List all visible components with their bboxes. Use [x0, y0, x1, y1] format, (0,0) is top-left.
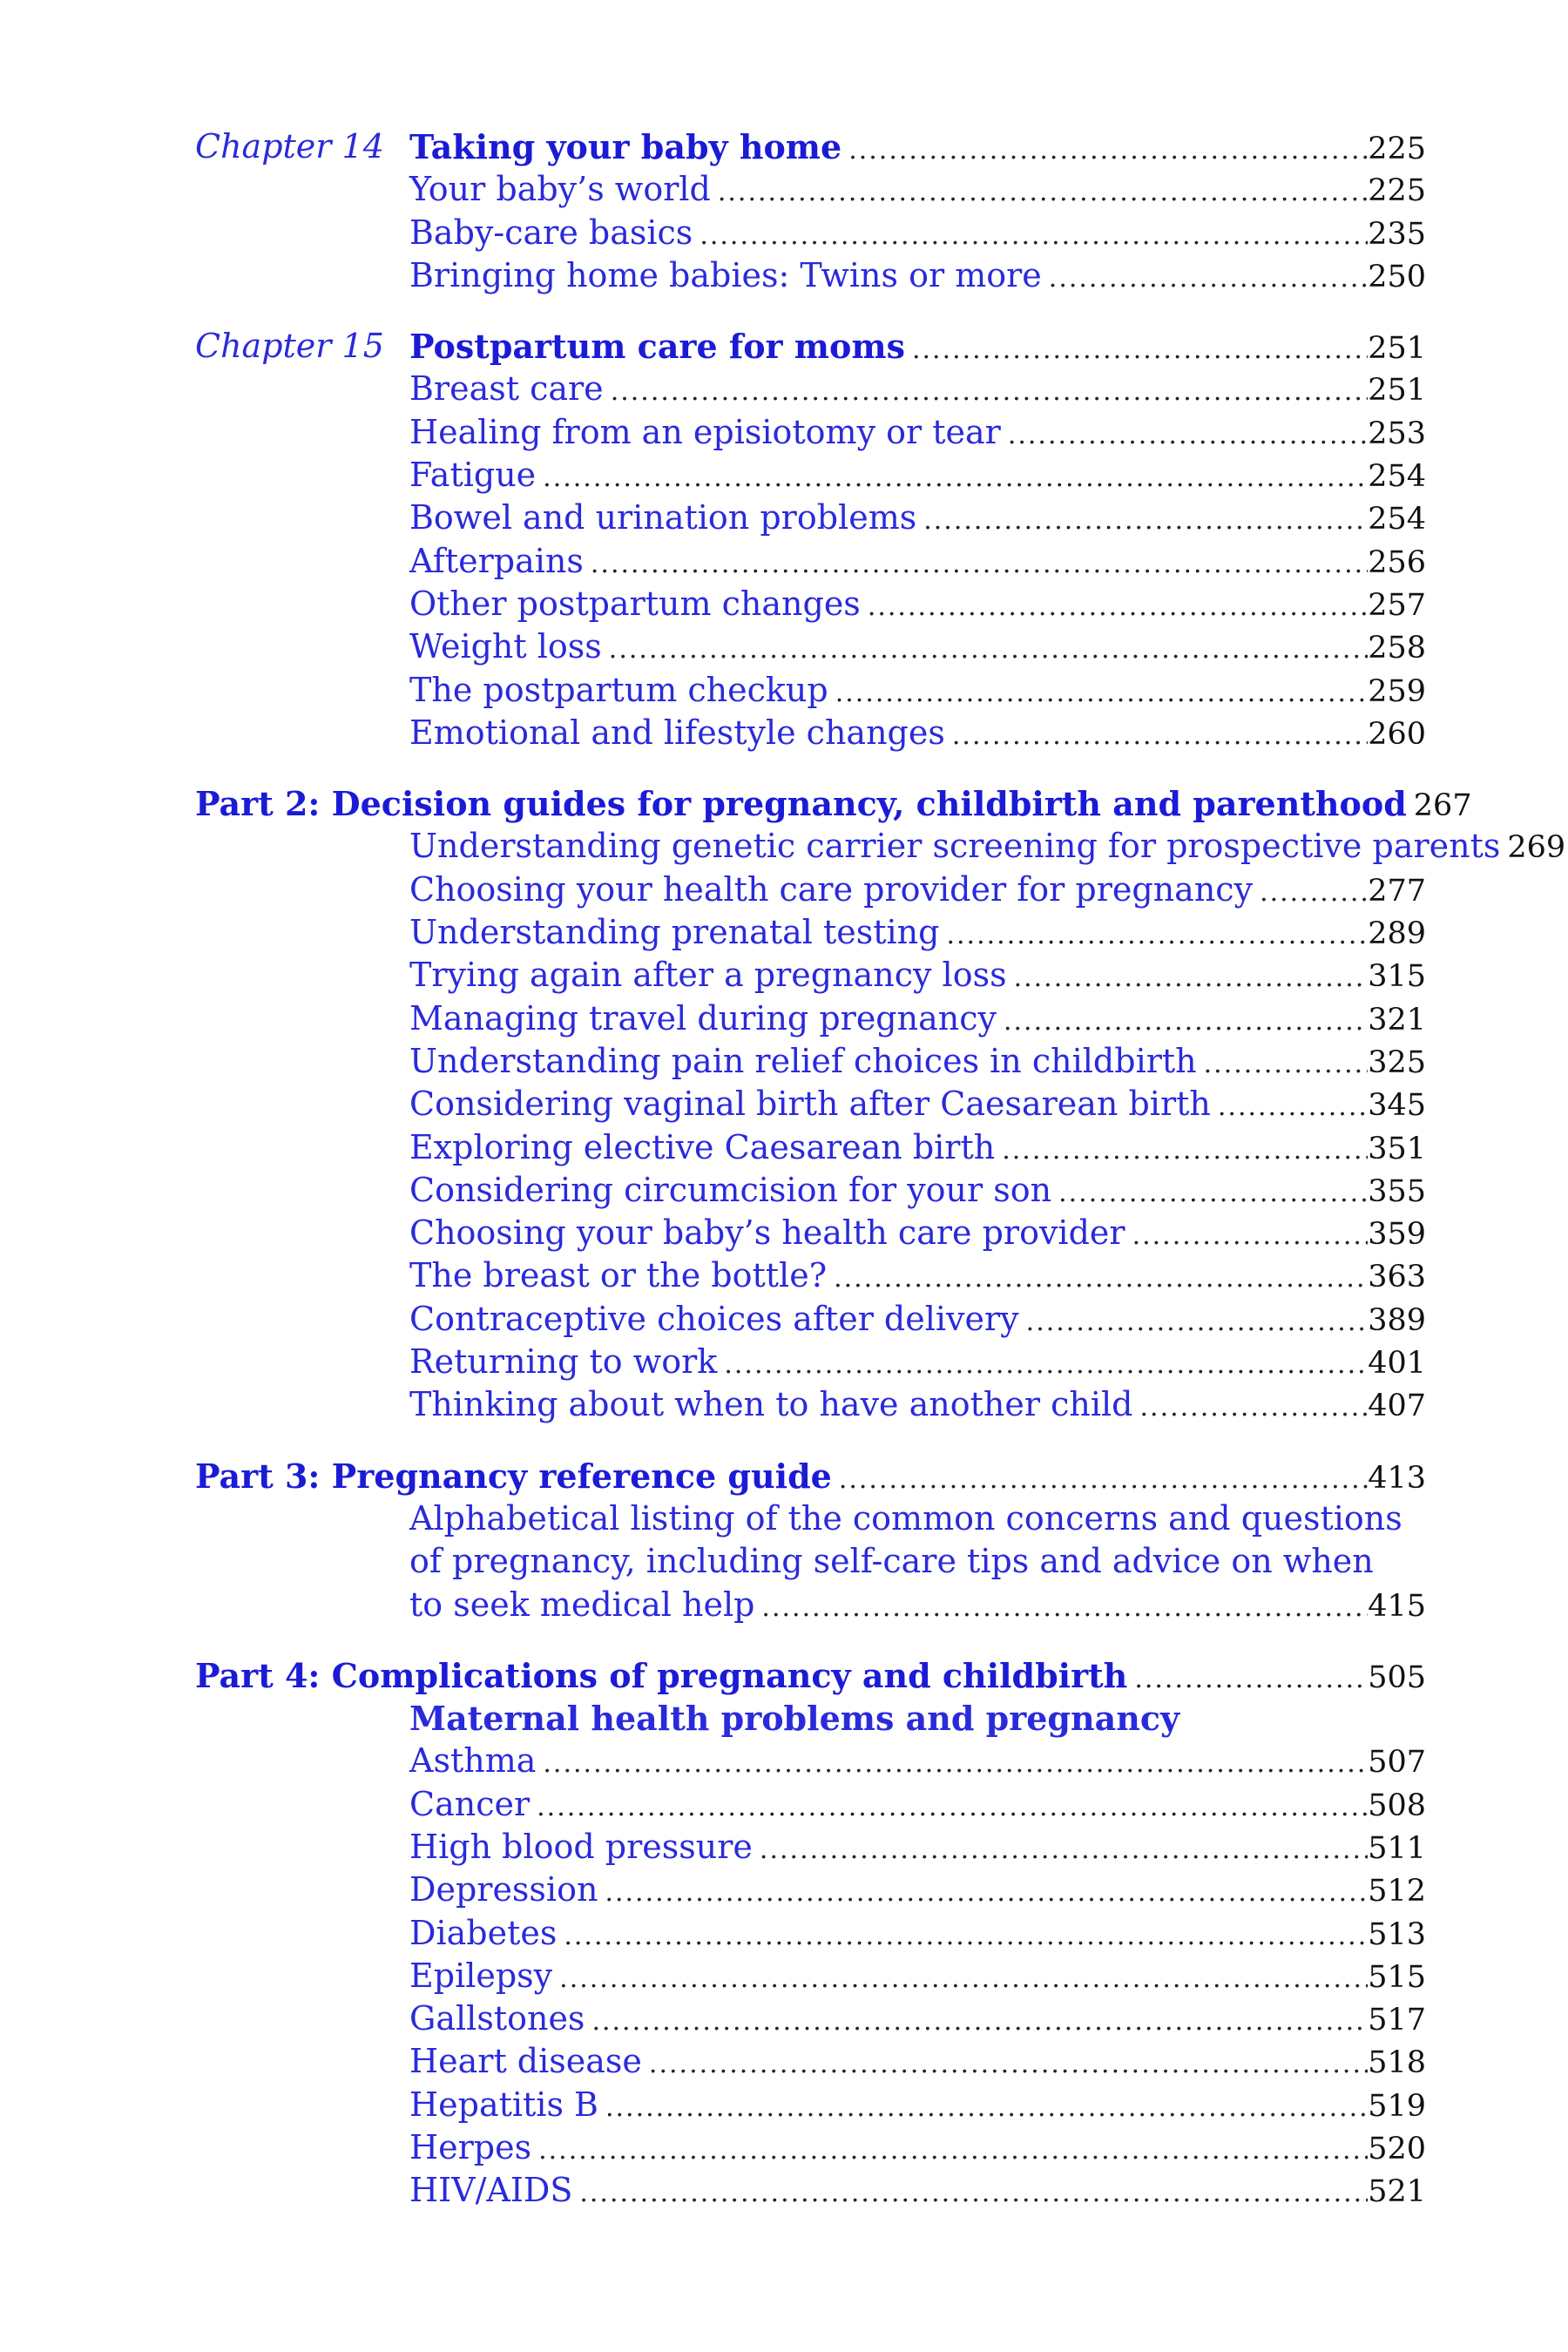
dot-leader	[912, 328, 1368, 371]
toc-entry-row	[0, 2169, 1568, 2212]
toc-entry-row	[0, 1869, 1568, 1911]
description-line-row	[0, 1540, 1568, 1583]
chapter-entry	[409, 125, 1426, 172]
toc-entry-row	[0, 1783, 1568, 1826]
entry-title[interactable]: High blood pressure	[409, 1826, 760, 1869]
entry-title[interactable]: Bringing home babies: Twins or more	[409, 254, 1049, 297]
dot-leader	[923, 499, 1368, 542]
toc-entry-row	[0, 2126, 1568, 2169]
entry-title[interactable]: Considering vaginal birth after Caesarean birth	[409, 1083, 1218, 1125]
dot-leader	[543, 1742, 1368, 1785]
dot-leader	[537, 1786, 1368, 1828]
toc-entry-row	[0, 497, 1568, 539]
page-number: 521	[1368, 2174, 1426, 2210]
part-entry	[195, 1455, 1426, 1501]
toc-entry	[409, 625, 1426, 671]
toc-entry-row	[0, 1254, 1568, 1297]
entry-title[interactable]: Contraceptive choices after delivery	[409, 1298, 1026, 1341]
part-entry	[195, 782, 1472, 828]
entry-title[interactable]: Considering circumcision for your son	[409, 1169, 1058, 1212]
page-number: 515	[1368, 1959, 1426, 1995]
chapter-title[interactable]: Taking your baby home	[409, 125, 848, 168]
toc-entry-row	[0, 2040, 1568, 2083]
dot-leader	[1026, 1301, 1369, 1343]
part-heading-row	[0, 1654, 1568, 1697]
dot-leader	[559, 1957, 1368, 2000]
toc-entry	[409, 1169, 1426, 1214]
page-number: 253	[1368, 416, 1426, 451]
toc-entry	[409, 1997, 1426, 2043]
toc-entry	[409, 825, 1566, 870]
dot-leader	[605, 1871, 1368, 1914]
page-number: 407	[1368, 1389, 1426, 1424]
toc-entry-row	[0, 868, 1568, 911]
toc-entry-row	[0, 540, 1568, 583]
page-number: 250	[1368, 259, 1426, 294]
toc-entry	[409, 583, 1426, 628]
dot-leader	[579, 2172, 1368, 2214]
dot-leader	[649, 2043, 1368, 2085]
dot-leader	[591, 2000, 1368, 2043]
page-number: 363	[1368, 1260, 1426, 1295]
toc-entry-row	[0, 712, 1568, 754]
toc-entry	[409, 1584, 1426, 1629]
toc-entry-row	[0, 625, 1568, 668]
chapter-entry	[409, 325, 1426, 371]
dot-leader	[1014, 956, 1369, 999]
toc-entry	[409, 712, 1426, 757]
page-number: 512	[1368, 1874, 1426, 1909]
toc-entry	[409, 1740, 1426, 1785]
entry-title[interactable]: to seek medical help	[409, 1584, 761, 1626]
page-number: 267	[1413, 788, 1472, 824]
description-line-row	[0, 1497, 1568, 1540]
toc-entry-row	[0, 454, 1568, 497]
toc-entry-row	[0, 911, 1568, 954]
page-number: 256	[1368, 544, 1426, 580]
toc-entry	[409, 1826, 1426, 1871]
toc-entry	[409, 997, 1426, 1043]
toc-entry	[409, 2169, 1426, 2214]
toc-entry-row	[0, 1298, 1568, 1341]
entry-title[interactable]: Weight loss	[409, 625, 609, 668]
dot-leader	[761, 1586, 1368, 1629]
dot-leader	[609, 628, 1368, 671]
toc-entry	[409, 1083, 1426, 1128]
page-number: 258	[1368, 631, 1426, 666]
toc-entry-row	[0, 1341, 1568, 1383]
dot-leader	[724, 1343, 1368, 1386]
toc-entry	[409, 1298, 1426, 1343]
entry-title[interactable]: Exploring elective Caesarean birth	[409, 1126, 1002, 1169]
page-number: 315	[1368, 959, 1426, 995]
toc-entry	[409, 1912, 1426, 1957]
page-number: 520	[1368, 2132, 1426, 2167]
toc-entry-row	[0, 1826, 1568, 1869]
page-number: 225	[1368, 173, 1426, 209]
entry-title[interactable]: Diabetes	[409, 1912, 564, 1955]
page-number: 351	[1368, 1131, 1426, 1166]
dot-leader	[1218, 1085, 1368, 1128]
dot-leader	[868, 585, 1368, 628]
toc-entry	[409, 2084, 1426, 2129]
toc-entry	[409, 1783, 1426, 1828]
toc-entry	[409, 368, 1426, 413]
dot-leader	[564, 1915, 1368, 1957]
toc-entry-row	[0, 1584, 1568, 1626]
entry-title[interactable]: Other postpartum changes	[409, 583, 868, 625]
toc-entry-row	[0, 1997, 1568, 2040]
page-number: 257	[1368, 587, 1426, 623]
toc-entry	[409, 1040, 1426, 1085]
toc-entry	[409, 454, 1426, 499]
dot-leader	[700, 214, 1368, 257]
toc-entry-row	[0, 1169, 1568, 1212]
dot-leader	[1049, 257, 1368, 300]
entry-title[interactable]: Your baby’s world	[409, 168, 718, 211]
dot-leader	[1260, 871, 1368, 914]
page-number: 401	[1368, 1346, 1426, 1382]
page-number: 254	[1368, 459, 1426, 495]
entry-title[interactable]: Managing travel during pregnancy	[409, 997, 1004, 1040]
toc-entry-row	[0, 1126, 1568, 1169]
entry-title[interactable]: Breast care	[409, 368, 611, 410]
chapter-heading-row	[0, 325, 1568, 368]
toc-entry-row	[0, 1212, 1568, 1254]
page-number: 508	[1368, 1788, 1426, 1823]
page-number: 289	[1368, 916, 1426, 952]
toc-entry	[409, 1254, 1426, 1300]
entry-title[interactable]: Herpes	[409, 2126, 538, 2169]
entry-title[interactable]: Choosing your baby’s health care provider	[409, 1212, 1132, 1254]
table-of-contents	[0, 125, 1568, 2213]
entry-title[interactable]: Bowel and urination problems	[409, 497, 923, 539]
toc-entry-row	[0, 1740, 1568, 1782]
toc-entry-row	[0, 411, 1568, 454]
dot-leader	[1058, 1172, 1368, 1214]
chapter-heading-row	[0, 125, 1568, 168]
entry-title[interactable]: Emotional and lifestyle changes	[409, 712, 952, 754]
dot-leader	[605, 2086, 1368, 2129]
page-number: 225	[1368, 132, 1426, 166]
page-number: 269	[1507, 830, 1566, 866]
dot-leader	[946, 914, 1368, 956]
entry-title[interactable]: Fatigue	[409, 454, 543, 497]
toc-entry	[409, 540, 1426, 585]
dot-leader	[611, 370, 1369, 413]
toc-entry-row	[0, 254, 1568, 297]
toc-entry	[409, 168, 1426, 213]
toc-entry	[409, 2126, 1426, 2172]
chapter-label: Chapter 15	[195, 327, 384, 366]
entry-title[interactable]: Trying again after a pregnancy loss	[409, 954, 1014, 997]
page-number: 517	[1368, 2003, 1426, 2038]
entry-title[interactable]: Thinking about when to have another child	[409, 1383, 1140, 1426]
toc-entry-row	[0, 212, 1568, 254]
dot-leader	[835, 672, 1368, 714]
part-heading-row	[0, 1455, 1568, 1497]
toc-entry-row	[0, 1083, 1568, 1125]
entry-title[interactable]: Baby-care basics	[409, 212, 700, 254]
page-number: 518	[1368, 2045, 1426, 2081]
toc-entry-row	[0, 2084, 1568, 2126]
entry-title[interactable]: Epilepsy	[409, 1955, 559, 1997]
page-number: 321	[1368, 1002, 1426, 1037]
chapter-label: Chapter 14	[195, 127, 384, 166]
page-number: 251	[1368, 373, 1426, 409]
entry-title[interactable]: Cancer	[409, 1783, 537, 1826]
entry-title[interactable]: Afterpains	[409, 540, 591, 583]
page-number: 413	[1368, 1460, 1426, 1496]
part-title[interactable]: Part 3: Pregnancy reference guide	[195, 1455, 839, 1497]
page-number: 389	[1368, 1302, 1426, 1338]
dot-leader	[1134, 1658, 1368, 1700]
toc-entry	[409, 2040, 1426, 2085]
page-number: 519	[1368, 2088, 1426, 2124]
entry-title[interactable]: Depression	[409, 1869, 605, 1911]
page-number: 259	[1368, 673, 1426, 709]
page-number: 355	[1368, 1173, 1426, 1209]
entry-title[interactable]: Understanding pain relief choices in childbirth	[409, 1040, 1204, 1083]
toc-entry	[409, 911, 1426, 956]
toc-entry-row	[0, 669, 1568, 712]
toc-entry-row	[0, 1912, 1568, 1955]
toc-entry	[409, 1869, 1426, 1914]
dot-leader	[591, 543, 1368, 585]
subheading: Maternal health problems and pregnancy	[409, 1699, 1180, 1739]
entry-title[interactable]: Choosing your health care provider for pregnancy	[409, 868, 1260, 911]
page-number: 511	[1368, 1830, 1426, 1866]
subheading-row	[0, 1697, 1568, 1740]
part-title[interactable]: Part 2: Decision guides for pregnancy, childbirth and parenthood	[195, 782, 1414, 825]
toc-entry-row	[0, 1040, 1568, 1083]
part-title[interactable]: Part 4: Complications of pregnancy and childbirth	[195, 1654, 1134, 1697]
toc-entry-row	[0, 368, 1568, 410]
dot-leader	[718, 171, 1368, 213]
page-number: 277	[1368, 873, 1426, 909]
dot-leader	[1132, 1214, 1369, 1257]
toc-entry-row	[0, 168, 1568, 211]
page-number: 359	[1368, 1217, 1426, 1253]
entry-title[interactable]: Gallstones	[409, 1997, 591, 2040]
dot-leader	[538, 2129, 1368, 2172]
entry-title[interactable]: Asthma	[409, 1740, 543, 1782]
entry-title[interactable]: Returning to work	[409, 1341, 724, 1383]
dot-leader	[1002, 1129, 1368, 1172]
toc-entry	[409, 954, 1426, 999]
dot-leader	[1008, 414, 1368, 456]
toc-entry	[409, 212, 1426, 257]
page-number: 507	[1368, 1745, 1426, 1781]
description-line: Alphabetical listing of the common concerns and questions	[409, 1498, 1402, 1538]
page-number: 235	[1368, 216, 1426, 252]
toc-entry-row	[0, 825, 1568, 868]
toc-entry-row	[0, 997, 1568, 1040]
dot-leader	[839, 1458, 1368, 1501]
toc-entry-row	[0, 1383, 1568, 1426]
toc-entry	[409, 1383, 1426, 1429]
part-entry	[195, 1654, 1426, 1700]
dot-leader	[834, 1257, 1368, 1300]
page-number: 254	[1368, 502, 1426, 537]
entry-title[interactable]: The breast or the bottle?	[409, 1254, 834, 1297]
toc-entry-row	[0, 583, 1568, 625]
toc-entry	[409, 868, 1426, 914]
toc-entry-row	[0, 1955, 1568, 1997]
toc-entry-row	[0, 954, 1568, 997]
dot-leader	[848, 129, 1368, 172]
entry-title[interactable]: The postpartum checkup	[409, 669, 835, 712]
toc-entry	[409, 411, 1426, 456]
toc-entry	[409, 254, 1426, 300]
toc-entry	[409, 1341, 1426, 1386]
dot-leader	[1004, 1000, 1368, 1043]
part-heading-row	[0, 782, 1568, 825]
dot-leader	[543, 456, 1368, 499]
description-line: of pregnancy, including self-care tips and advice on when	[409, 1542, 1374, 1581]
entry-title[interactable]: Heart disease	[409, 2040, 649, 2083]
entry-title[interactable]: HIV/AIDS	[409, 2169, 579, 2212]
toc-entry	[409, 1955, 1426, 2000]
dot-leader	[952, 714, 1368, 757]
toc-entry	[409, 1126, 1426, 1172]
entry-title[interactable]: Healing from an episiotomy or tear	[409, 411, 1008, 454]
page-number: 505	[1368, 1659, 1426, 1695]
dot-leader	[760, 1828, 1368, 1871]
page-number: 260	[1368, 716, 1426, 752]
dot-leader	[1204, 1043, 1369, 1085]
toc-entry	[409, 1212, 1426, 1257]
page-number: 345	[1368, 1088, 1426, 1124]
toc-entry	[409, 669, 1426, 714]
entry-title[interactable]: Understanding prenatal testing	[409, 911, 946, 954]
toc-entry	[409, 497, 1426, 542]
page-number: 415	[1368, 1588, 1426, 1624]
dot-leader	[1140, 1386, 1369, 1429]
entry-title[interactable]: Understanding genetic carrier screening for prospective parents	[409, 825, 1507, 868]
page-number: 251	[1368, 331, 1426, 367]
page-number: 325	[1368, 1044, 1426, 1080]
entry-title[interactable]: Hepatitis B	[409, 2084, 605, 2126]
chapter-title[interactable]: Postpartum care for moms	[409, 325, 912, 368]
page-number: 513	[1368, 1916, 1426, 1952]
